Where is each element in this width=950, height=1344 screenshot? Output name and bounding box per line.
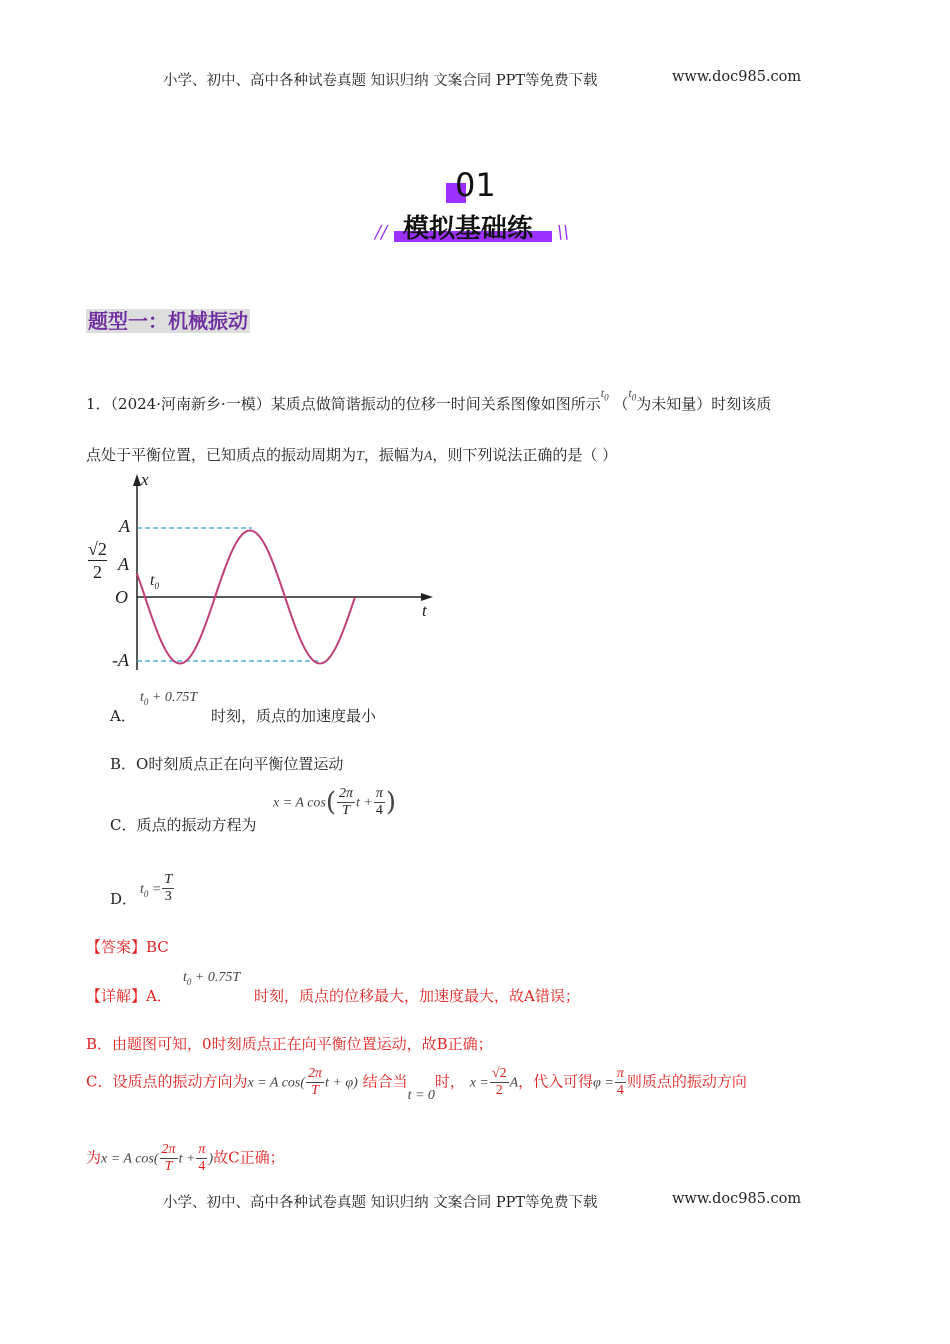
y-axis-label: x — [141, 470, 149, 489]
option-c[interactable]: C．质点的振动方程为 — [110, 816, 257, 834]
option-b[interactable]: B．O时刻质点正在向平衡位置运动 — [110, 755, 344, 773]
explain-b: B．由题图可知，0时刻质点正在向平衡位置运动，故B正确； — [86, 1035, 493, 1053]
explain-c: C．设质点的振动方向为x = A cos( $\frac{2\pi}{T}$ t + φ) 结合当t = 0时， x = $\frac{√2}{2}$ A，代入可得φ = $\frac{\pi}{4}$ 则质点的振动方向 — [86, 1066, 747, 1103]
option-c-formula: x = A cos( $\frac{2\pi}{T}$ t + $\frac{\pi}{4}$ ) — [273, 786, 397, 818]
explain-a-expr: $t_0 + 0.75T$ — [183, 970, 241, 987]
footer-text: 小学、初中、高中各种试卷真题 知识归纳 文案合同 PPT等免费下载 — [163, 1195, 598, 1211]
label-neg-A: -A — [112, 650, 129, 670]
label-origin: O — [115, 587, 128, 607]
option-a[interactable]: A． — [110, 707, 136, 725]
question-line1: 1．（2024·河南新乡·一模）某质点做简谐振动的位移一时间关系图像如图所示$^{t_0}$ （$^{t_0}$为未知量）时刻该质 — [86, 386, 772, 413]
section-title: 题型一：机械振动 — [88, 309, 248, 333]
footer-site[interactable]: www.doc985.com — [672, 1191, 802, 1207]
banner-number: 01 — [455, 166, 496, 204]
banner-title: 模拟基础练 — [403, 214, 534, 244]
banner-slash-right: \\ — [557, 222, 570, 243]
answer-label: 【答案】BC — [86, 938, 169, 956]
question-line2: 点处于平衡位置，已知质点的振动周期为T，振幅为A，则下列说法正确的是（ ） — [86, 446, 618, 464]
label-sqrt2-over-2: √2 2 — [88, 539, 107, 582]
label-A: A — [119, 516, 130, 536]
banner-slash-left: // — [375, 222, 388, 243]
header-text: 小学、初中、高中各种试卷真题 知识归纳 文案合同 PPT等免费下载 — [163, 73, 598, 89]
x-axis-arrow — [421, 593, 433, 601]
option-d[interactable]: D． — [110, 890, 138, 908]
x-axis-label: t — [422, 601, 427, 620]
explain-a-text: 时刻，质点的位移最大，加速度最大，故A错误； — [254, 987, 580, 1005]
option-a-expr: $t_0 + 0.75T$ — [140, 690, 198, 707]
header-site[interactable]: www.doc985.com — [672, 69, 802, 85]
option-a-text: 时刻，质点的加速度最小 — [211, 707, 377, 725]
explain-c-continued: 为x = A cos( $\frac{2\pi}{T}$ t + $\frac{\pi}{4}$ )故C正确； — [86, 1142, 285, 1174]
explain-label: 【详解】A． — [86, 987, 172, 1005]
label-t0: $t_0$ — [150, 572, 159, 592]
label-A-half: A — [118, 554, 129, 574]
y-axis-arrow — [133, 474, 141, 486]
option-d-formula: $t_0$ = $\frac{T}{3}$ — [140, 872, 173, 904]
